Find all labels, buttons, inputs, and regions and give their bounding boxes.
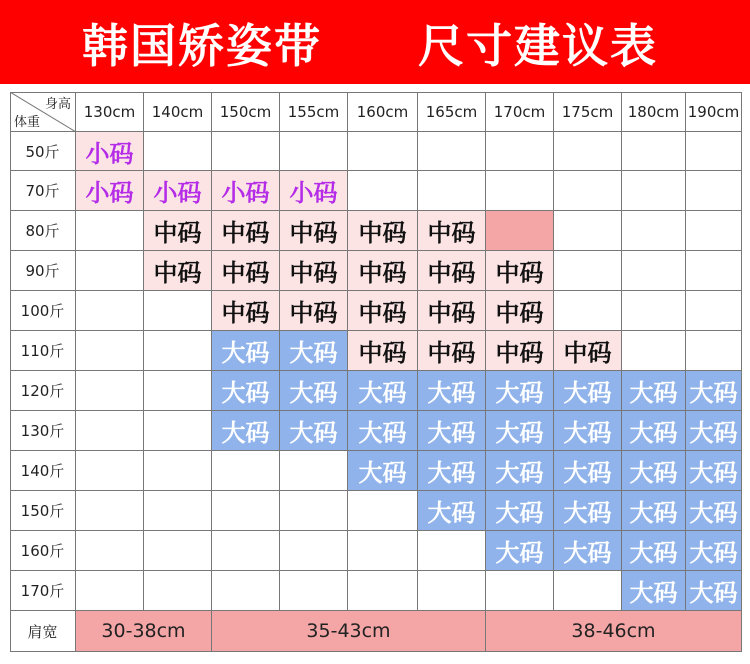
size-large-cell: 大码 — [686, 571, 742, 611]
empty-cell — [686, 132, 742, 171]
empty-cell — [348, 171, 418, 211]
size-large-cell: 大码 — [622, 411, 686, 451]
weight-label-cell: 90斤 — [10, 251, 76, 291]
size-large-cell: 大码 — [686, 531, 742, 571]
size-medium-cell: 中码 — [348, 251, 418, 291]
size-large-cell: 大码 — [418, 411, 486, 451]
weight-label-cell: 160斤 — [10, 531, 76, 571]
size-medium-cell: 中码 — [418, 291, 486, 331]
height-header-cell: 140cm — [144, 92, 212, 132]
empty-cell — [554, 571, 622, 611]
height-header-cell: 180cm — [622, 92, 686, 132]
size-medium-cell: 中码 — [212, 251, 280, 291]
empty-cell — [418, 171, 486, 211]
empty-cell — [486, 171, 554, 211]
empty-cell — [76, 251, 144, 291]
empty-cell — [418, 571, 486, 611]
weight-label-cell: 80斤 — [10, 211, 76, 251]
highlight-empty-cell — [486, 211, 554, 251]
size-large-cell: 大码 — [554, 371, 622, 411]
size-large-cell: 大码 — [212, 411, 280, 451]
height-header-cell: 190cm — [686, 92, 742, 132]
size-small-cell: 小码 — [76, 132, 144, 171]
empty-cell — [212, 571, 280, 611]
size-large-cell: 大码 — [418, 451, 486, 491]
empty-cell — [554, 132, 622, 171]
shoulder-range-cell: 38-46cm — [486, 611, 742, 652]
weight-label-cell: 70斤 — [10, 171, 76, 211]
empty-cell — [144, 331, 212, 371]
empty-cell — [144, 411, 212, 451]
empty-cell — [348, 531, 418, 571]
empty-cell — [418, 132, 486, 171]
size-large-cell: 大码 — [348, 411, 418, 451]
size-large-cell: 大码 — [686, 451, 742, 491]
size-small-cell: 小码 — [144, 171, 212, 211]
empty-cell — [622, 291, 686, 331]
empty-cell — [76, 411, 144, 451]
size-medium-cell: 中码 — [348, 291, 418, 331]
size-medium-cell: 中码 — [418, 211, 486, 251]
empty-cell — [686, 171, 742, 211]
empty-cell — [76, 371, 144, 411]
size-large-cell: 大码 — [622, 571, 686, 611]
title-size-chart: 尺寸建议表 — [418, 19, 658, 73]
shoulder-range-cell: 30-38cm — [76, 611, 212, 652]
empty-cell — [418, 531, 486, 571]
size-large-cell: 大码 — [486, 451, 554, 491]
empty-cell — [212, 451, 280, 491]
size-large-cell: 大码 — [686, 371, 742, 411]
empty-cell — [144, 371, 212, 411]
empty-cell — [280, 491, 348, 531]
empty-cell — [554, 171, 622, 211]
empty-cell — [76, 531, 144, 571]
size-large-cell: 大码 — [348, 371, 418, 411]
size-medium-cell: 中码 — [348, 331, 418, 371]
empty-cell — [76, 211, 144, 251]
shoulder-label-cell: 肩宽 — [10, 611, 76, 652]
size-large-cell: 大码 — [418, 371, 486, 411]
title-product: 韩国矫姿带 — [82, 19, 322, 73]
empty-cell — [76, 331, 144, 371]
empty-cell — [212, 132, 280, 171]
size-large-cell: 大码 — [348, 451, 418, 491]
empty-cell — [144, 451, 212, 491]
weight-axis-label: 体重 — [14, 115, 41, 130]
weight-label-cell: 100斤 — [10, 291, 76, 331]
size-large-cell: 大码 — [280, 331, 348, 371]
corner-header-cell — [10, 92, 76, 132]
empty-cell — [686, 331, 742, 371]
size-medium-cell: 中码 — [280, 251, 348, 291]
size-large-cell: 大码 — [212, 331, 280, 371]
empty-cell — [622, 251, 686, 291]
empty-cell — [486, 571, 554, 611]
size-large-cell: 大码 — [554, 531, 622, 571]
empty-cell — [280, 451, 348, 491]
empty-cell — [348, 491, 418, 531]
empty-cell — [76, 571, 144, 611]
height-header-cell: 155cm — [280, 92, 348, 132]
size-medium-cell: 中码 — [486, 251, 554, 291]
size-large-cell: 大码 — [280, 371, 348, 411]
empty-cell — [212, 531, 280, 571]
size-large-cell: 大码 — [622, 371, 686, 411]
size-medium-cell: 中码 — [554, 331, 622, 371]
empty-cell — [554, 291, 622, 331]
size-medium-cell: 中码 — [212, 211, 280, 251]
empty-cell — [622, 132, 686, 171]
size-medium-cell: 中码 — [280, 291, 348, 331]
size-medium-cell: 中码 — [144, 211, 212, 251]
size-large-cell: 大码 — [486, 491, 554, 531]
weight-label-cell: 120斤 — [10, 371, 76, 411]
empty-cell — [348, 132, 418, 171]
empty-cell — [686, 251, 742, 291]
empty-cell — [144, 491, 212, 531]
empty-cell — [144, 531, 212, 571]
size-large-cell: 大码 — [686, 411, 742, 451]
height-header-cell: 160cm — [348, 92, 418, 132]
empty-cell — [554, 211, 622, 251]
weight-label-cell: 130斤 — [10, 411, 76, 451]
size-medium-cell: 中码 — [212, 291, 280, 331]
weight-label-cell: 110斤 — [10, 331, 76, 371]
size-large-cell: 大码 — [622, 531, 686, 571]
empty-cell — [348, 571, 418, 611]
empty-cell — [280, 132, 348, 171]
size-small-cell: 小码 — [280, 171, 348, 211]
empty-cell — [280, 531, 348, 571]
height-axis-label: 身高 — [44, 97, 71, 112]
empty-cell — [280, 571, 348, 611]
size-medium-cell: 中码 — [418, 251, 486, 291]
empty-cell — [144, 571, 212, 611]
size-large-cell: 大码 — [686, 491, 742, 531]
empty-cell — [76, 451, 144, 491]
size-large-cell: 大码 — [486, 531, 554, 571]
size-small-cell: 小码 — [76, 171, 144, 211]
size-large-cell: 大码 — [486, 411, 554, 451]
empty-cell — [76, 491, 144, 531]
height-header-cell: 165cm — [418, 92, 486, 132]
weight-label-cell: 140斤 — [10, 451, 76, 491]
height-header-cell: 150cm — [212, 92, 280, 132]
size-large-cell: 大码 — [418, 491, 486, 531]
size-large-cell: 大码 — [554, 411, 622, 451]
weight-label-cell: 170斤 — [10, 571, 76, 611]
empty-cell — [212, 491, 280, 531]
size-medium-cell: 中码 — [144, 251, 212, 291]
empty-cell — [686, 291, 742, 331]
height-header-cell: 175cm — [554, 92, 622, 132]
empty-cell — [486, 132, 554, 171]
size-large-cell: 大码 — [212, 371, 280, 411]
empty-cell — [144, 291, 212, 331]
size-medium-cell: 中码 — [280, 211, 348, 251]
shoulder-range-cell: 35-43cm — [212, 611, 486, 652]
size-medium-cell: 中码 — [418, 331, 486, 371]
size-medium-cell: 中码 — [348, 211, 418, 251]
empty-cell — [76, 291, 144, 331]
size-medium-cell: 中码 — [486, 291, 554, 331]
size-medium-cell: 中码 — [486, 331, 554, 371]
size-large-cell: 大码 — [622, 491, 686, 531]
weight-label-cell: 50斤 — [10, 132, 76, 171]
size-small-cell: 小码 — [212, 171, 280, 211]
weight-label-cell: 150斤 — [10, 491, 76, 531]
empty-cell — [554, 251, 622, 291]
size-large-cell: 大码 — [280, 411, 348, 451]
empty-cell — [622, 171, 686, 211]
height-header-cell: 170cm — [486, 92, 554, 132]
empty-cell — [622, 211, 686, 251]
empty-cell — [144, 132, 212, 171]
size-large-cell: 大码 — [486, 371, 554, 411]
size-large-cell: 大码 — [554, 451, 622, 491]
empty-cell — [686, 211, 742, 251]
size-large-cell: 大码 — [554, 491, 622, 531]
size-large-cell: 大码 — [622, 451, 686, 491]
height-header-cell: 130cm — [76, 92, 144, 132]
empty-cell — [622, 331, 686, 371]
